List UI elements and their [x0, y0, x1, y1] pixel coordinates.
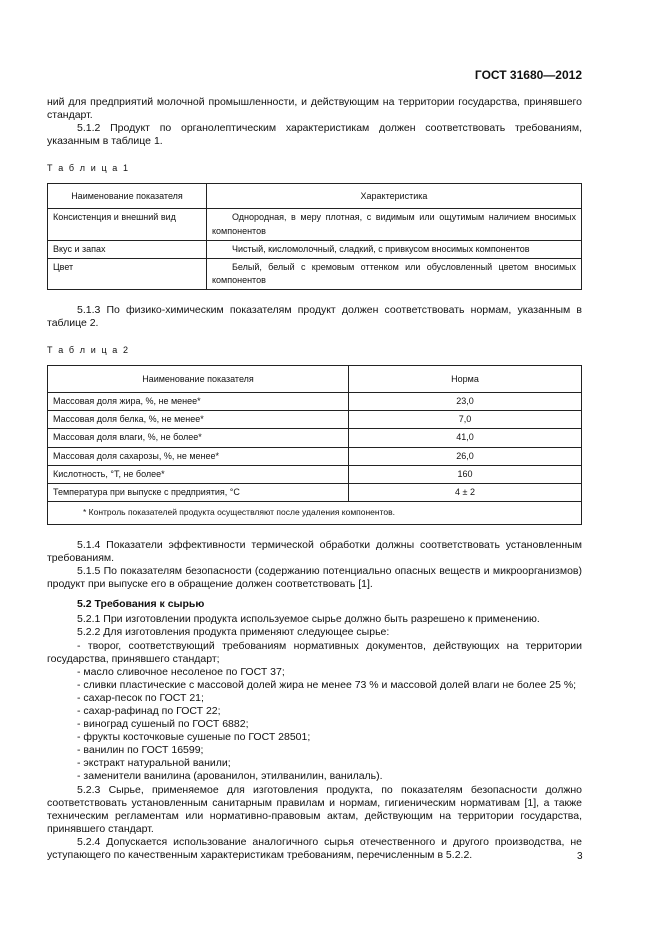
- table-row: [48, 465, 582, 483]
- table-row: [48, 447, 582, 465]
- table-2: [47, 365, 582, 525]
- paragraph-5-2-4: 5.2.4 Допускается использование аналогичного сырья отечественного и другого производства, не уступающего по качественным характеристикам требованиям, перечисленным в 5.2.2.: [47, 835, 582, 862]
- list-item: - виноград сушеный по ГОСТ 6882;: [77, 718, 249, 731]
- table-header-row: [48, 184, 582, 209]
- list-item: - сахар-песок по ГОСТ 21;: [77, 691, 204, 704]
- table-cell: Консистенция и внешний вид: [48, 209, 207, 240]
- page-number: 3: [577, 851, 583, 862]
- table-footnote-row: [48, 501, 582, 524]
- list-item: - фрукты косточковые сушеные по ГОСТ 28501;: [77, 731, 311, 744]
- table-header-row: [48, 366, 582, 393]
- table-cell: Массовая доля сахарозы, %, не менее*: [48, 447, 349, 465]
- paragraph-5-1-4: 5.1.4 Показатели эффективности термической обработки должны соответствовать установленным требованиям.: [47, 538, 582, 564]
- table-cell: Кислотность, °Т, не более*: [48, 465, 349, 483]
- table-header-cell: Наименование показателя: [48, 366, 349, 393]
- table-cell: Массовая доля жира, %, не менее*: [48, 393, 349, 411]
- paragraph-continuation: ний для предприятий молочной промышленности, и действующим на территории государства, принявшего стандарт.: [47, 96, 582, 122]
- table-row: [48, 393, 582, 411]
- table-header-cell: Характеристика: [207, 184, 582, 209]
- paragraph-5-1-5: 5.1.5 По показателям безопасности (содержанию потенциально опасных веществ и микроорганизмов) продукт при выпуске его в обращение должен соответствовать [1].: [47, 565, 582, 591]
- table-cell: 160: [349, 465, 582, 483]
- table-cell: Массовая доля влаги, %, не более*: [48, 429, 349, 447]
- table-header-cell: Норма: [349, 366, 582, 393]
- table-cell: Белый, белый с кремовым оттенком или обусловленный цветом вносимых компонентов: [207, 258, 582, 289]
- table-cell: Цвет: [48, 258, 207, 289]
- table-row: [48, 209, 582, 240]
- page-content: [47, 96, 582, 862]
- paragraph-5-1-2: 5.1.2 Продукт по органолептическим характеристикам должен соответствовать требованиям, указанным в таблице 1.: [47, 122, 582, 148]
- section-heading: 5.2 Требования к сырью: [77, 598, 205, 611]
- table-cell: Вкус и запах: [48, 240, 207, 258]
- paragraph-5-1-3: 5.1.3 По физико-химическим показателям продукт должен соответствовать нормам, указанным в таблице 2.: [47, 303, 582, 330]
- paragraph-5-2-1: 5.2.1 При изготовлении продукта используемое сырье должно быть разрешено к применению.: [77, 613, 540, 626]
- table2-caption: Т а б л и ц а 2: [47, 345, 130, 356]
- table-cell: Чистый, кисломолочный, сладкий, с привкусом вносимых компонентов: [207, 240, 582, 258]
- table-row: [48, 411, 582, 429]
- table-cell: 23,0: [349, 393, 582, 411]
- table-cell: Массовая доля белка, %, не менее*: [48, 411, 349, 429]
- table-row: [48, 240, 582, 258]
- table-cell: Температура при выпуске с предприятия, °С: [48, 483, 349, 501]
- paragraph-5-2-2: 5.2.2 Для изготовления продукта применяют следующее сырье:: [77, 626, 390, 639]
- table-1: [47, 183, 582, 289]
- document-id: ГОСТ 31680—2012: [474, 68, 582, 82]
- table-cell: 41,0: [349, 429, 582, 447]
- list-item: - заменители ванилина (арованилон, этилванилин, ванилаль).: [77, 770, 383, 783]
- table1-caption: Т а б л и ц а 1: [47, 163, 130, 174]
- table-row: [48, 483, 582, 501]
- list-item: - экстракт натуральной ванили;: [77, 757, 231, 770]
- list-item: - творог, соответствующий требованиям нормативных документов, действующих на территории государства, принявшего стандарт;: [47, 639, 582, 665]
- table-row: [48, 258, 582, 289]
- table-cell: 4 ± 2: [349, 483, 582, 501]
- table-cell: 26,0: [349, 447, 582, 465]
- list-item: - ванилин по ГОСТ 16599;: [77, 744, 204, 757]
- table-cell: 7,0: [349, 411, 582, 429]
- table-cell: Однородная, в меру плотная, с видимым или ощутимым наличием вносимых компонентов: [207, 209, 582, 240]
- list-item: - сливки пластические с массовой долей жира не менее 73 % и массовой долей влаги не более 25 %;: [77, 678, 577, 691]
- paragraph-5-2-3: 5.2.3 Сырье, применяемое для изготовления продукта, по показателям безопасности должно соответствовать установленным санитарным правилам и нормам, гигиеническим нормативам [1], а также техническим регламентам или нормативно-правовым актам, действующим на территории государства, принявшего стандарт.: [47, 783, 582, 835]
- list-item: - сахар-рафинад по ГОСТ 22;: [77, 705, 221, 717]
- table-footnote: * Контроль показателей продукта осуществляют после удаления компонентов.: [48, 501, 582, 524]
- table-row: [48, 429, 582, 447]
- list-item: - масло сливочное несоленое по ГОСТ 37;: [77, 665, 285, 678]
- table-header-cell: Наименование показателя: [48, 184, 207, 209]
